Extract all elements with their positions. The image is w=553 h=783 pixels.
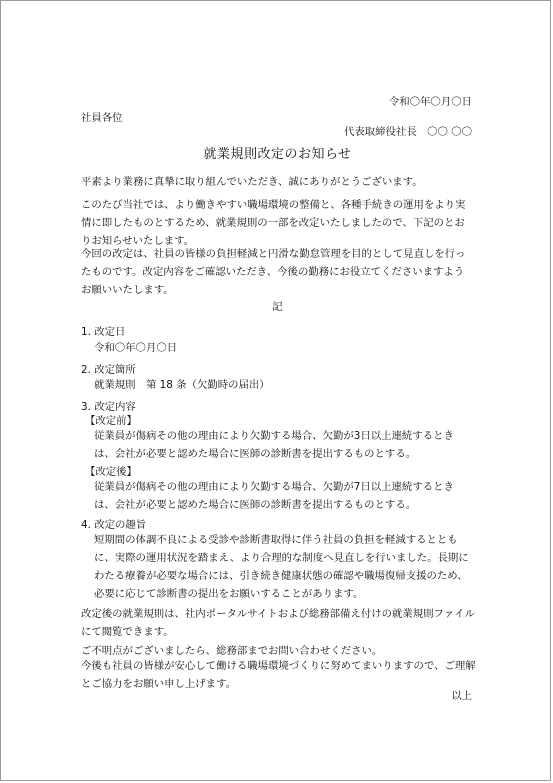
item-date-body: 令和〇年〇月〇日 bbox=[94, 342, 178, 354]
item-place-heading: 2. 改定箇所 bbox=[81, 364, 136, 376]
before-label: 【改定前】 bbox=[85, 415, 137, 427]
recipient: 社員各位 bbox=[81, 112, 123, 124]
intro-paragraph-1: 平素より業務に真摯に取り組んでいただき、誠にありがとうございます。 bbox=[81, 176, 423, 188]
intro-paragraph-2: このたび当社では、より働きやすい職場環境の整備と、各種手続きの運用をより実情に即したものとするため、就業規則の一部を改定いたしましたので、下記のとおりお知らせいたします。 bbox=[81, 199, 466, 247]
intro-paragraph-3: 今回の改定は、社員の皆様の負担軽減と円滑な勤怠管理を目的として見直しを行ったものです。改定内容をご確認いただき、今後の勤務にお役立てくださいますようお願いいたします。 bbox=[81, 248, 466, 296]
item-place-body: 就業規則 第 18 条（欠勤時の届出） bbox=[94, 379, 270, 391]
before-body: 従業員が傷病その他の理由により欠勤する場合、欠勤が3日以上連続するときは、会社が必要と認めた場合に医師の診断書を提出するものとする。 bbox=[94, 430, 454, 460]
closing-paragraph-2: ご不明点がございましたら、総務部までお問い合わせください。 bbox=[81, 645, 383, 657]
item-content-heading: 3. 改定内容 bbox=[81, 401, 136, 413]
item-reason-body: 短期間の体調不良による受診や診断書取得に伴う社員の負担を軽減するとともに、実際の運用状況を踏まえ、より合理的な制度へ見直しを行いました。長期にわたる療養が必要な場合には、引き続き健康状態の確認や職場復帰支援のため、必要に応じて診断書の提出をお願いすることがあります。 bbox=[94, 534, 469, 600]
item-reason-heading: 4. 改定の趣旨 bbox=[81, 519, 147, 531]
sender: 代表取締役社長 〇〇 〇〇 bbox=[344, 126, 472, 138]
closing-end: 以上 bbox=[451, 690, 472, 702]
ki-heading: 記 bbox=[272, 301, 283, 313]
closing-paragraph-3: 今後も社員の皆様が安心して働ける職場環境づくりに努めてまいりますので、ご理解とご協力をお願い申し上げます。 bbox=[81, 660, 476, 690]
closing-paragraph-1: 改定後の就業規則は、社内ポータルサイトおよび総務部備え付けの就業規則ファイルにて閲覧できます。 bbox=[81, 608, 475, 638]
after-body: 従業員が傷病その他の理由により欠勤する場合、欠勤が7日以上連続するときは、会社が必要と認めた場合に医師の診断書を提出するものとする。 bbox=[94, 481, 454, 511]
document-date: 令和〇年〇月〇日 bbox=[388, 96, 472, 108]
item-date-heading: 1. 改定日 bbox=[81, 326, 126, 338]
document-title: 就業規則改定のお知らせ bbox=[203, 147, 352, 162]
after-label: 【改定後】 bbox=[85, 466, 137, 478]
